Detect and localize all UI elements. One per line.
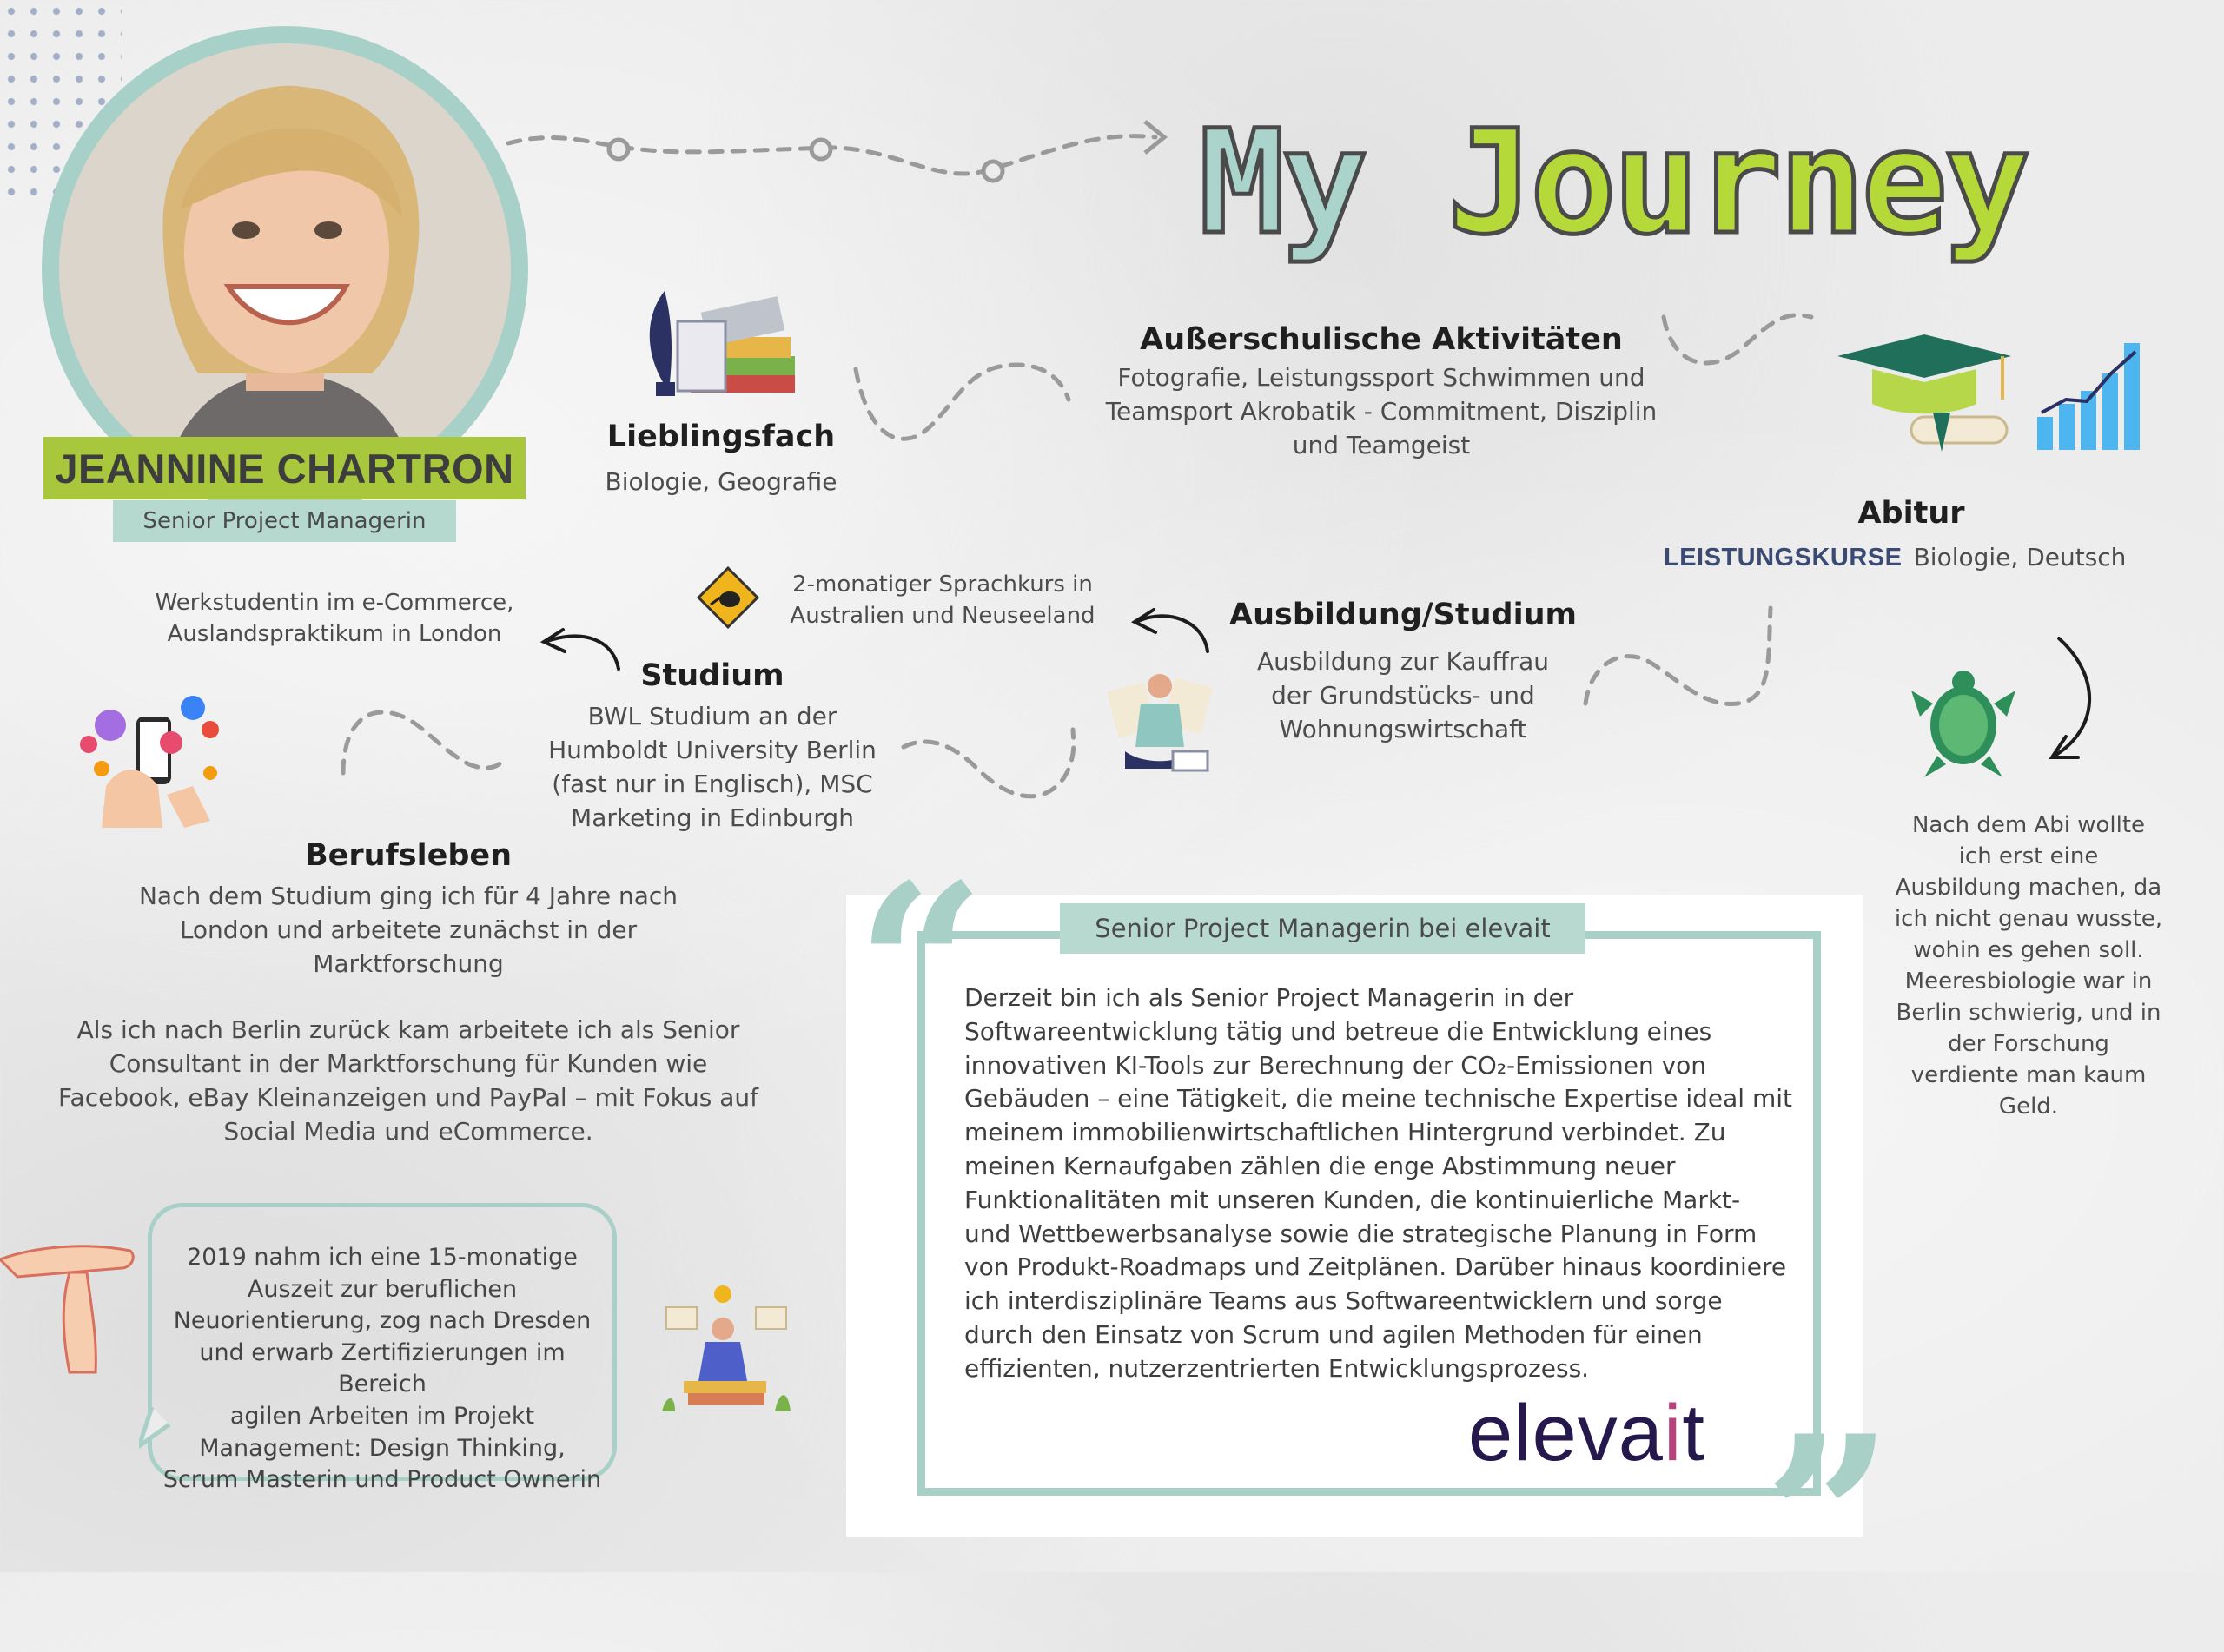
studium-heading: Studium	[640, 658, 784, 693]
studying-person-icon	[1108, 669, 1216, 782]
quote-line: Gebäuden – eine Tätigkeit, die meine technische Expertise ideal mit	[964, 1084, 1793, 1113]
studium-line: (fast nur in Englisch), MSC	[552, 770, 873, 798]
books-icon	[639, 287, 804, 417]
abitur-leistungskurse	[1664, 540, 2127, 574]
arrow-ausbildung-left-head	[1135, 610, 1155, 632]
arrow-abitur-down	[2055, 638, 2089, 756]
social-media-phone-icon	[63, 691, 245, 829]
auszeit-text	[152, 1242, 612, 1497]
quote-line: effizienten, nutzerzentrierten Entwicklungsprozess.	[964, 1353, 1590, 1383]
abi-note-line: der Forschung	[1948, 1031, 2109, 1057]
studium-text	[534, 699, 890, 835]
sprachkurs-line: Australien und Neuseeland	[790, 603, 1095, 629]
auszeit-line: und erwarb Zertifizierungen im Bereich	[199, 1338, 566, 1398]
auszeit-line: 2019 nahm ich eine 15-monatige	[187, 1244, 578, 1271]
abi-note-line: Geld.	[1998, 1094, 2059, 1120]
ausbildung-text	[1216, 644, 1590, 746]
logo-text-main: eleva	[1468, 1389, 1664, 1477]
berufsleben-para1	[61, 879, 756, 981]
berufsleben-heading: Berufsleben	[304, 838, 513, 873]
werkstudentin-line: Werkstudentin im e-Commerce,	[155, 590, 514, 616]
close-quote-mark: ”	[1764, 1387, 1894, 1652]
path-berufsleben	[343, 712, 504, 773]
portrait-illustration	[59, 43, 511, 495]
abi-note-line: verdiente man kaum	[1910, 1062, 2147, 1088]
profile-name: JEANNINE CHARTRON	[43, 437, 526, 499]
sprachkurs-line: 2-monatiger Sprachkurs in	[792, 572, 1093, 598]
quote-line: ich interdisziplinäre Teams aus Softwareentwicklern und sorge	[964, 1286, 1723, 1316]
path-node-3	[983, 162, 1003, 181]
auszeit-line: Management: Design Thinking,	[199, 1434, 566, 1462]
berufsleben-line: London und arbeitete zunächst in der	[179, 915, 638, 944]
timeout-hands-icon	[0, 1225, 139, 1381]
path-lieblingsfach	[856, 365, 1069, 439]
studium-line: Humboldt University Berlin	[548, 736, 877, 764]
logo-text-i: i	[1663, 1389, 1683, 1477]
ausserschulisch-heading: Außerschulische Aktivitäten	[1140, 322, 1623, 357]
ausserschulisch-line: und Teamgeist	[1292, 431, 1471, 459]
quote-line: Funktionalitäten mit unseren Kunden, die kontinuierliche Markt-	[964, 1185, 1741, 1214]
ausserschulisch-text	[1056, 360, 1707, 462]
quote-line: Derzeit bin ich als Senior Project Managerin in der	[964, 983, 1574, 1012]
quote-text	[964, 981, 1798, 1386]
abi-note-text	[1872, 809, 2185, 1122]
ausbildung-line: Wohnungswirtschaft	[1279, 715, 1527, 743]
open-quote-mark: “	[856, 836, 986, 1100]
quote-line: meinem immobilienwirtschaftlichen Hintergrund verbindet. Zu	[964, 1118, 1726, 1147]
quote-line: und Wettbewerbsanalyse sowie die strategische Planung in Form	[964, 1219, 1757, 1248]
title-word-my: My	[1199, 99, 1365, 266]
abi-note-line: Meeresbiologie war in	[1904, 968, 2153, 995]
sea-turtle-icon	[1911, 669, 2016, 782]
learning-person-icon	[653, 1281, 797, 1424]
ausserschulisch-line: Teamsport Akrobatik - Commitment, Disziplin	[1105, 397, 1658, 426]
leistungskurse-label: LEISTUNGSKURSE	[1664, 544, 1903, 572]
auszeit-line: Neuorientierung, zog nach Dresden	[173, 1307, 592, 1335]
ausbildung-heading: Ausbildung/Studium	[1229, 598, 1577, 632]
growth-chart-icon	[2033, 339, 2150, 456]
auszeit-line: Scrum Masterin und Product Ownerin	[162, 1466, 602, 1494]
quote-line: meinen Kernaufgaben zählen die enge Abstimmung neuer	[964, 1151, 1676, 1180]
path-ausbildung	[1585, 608, 1771, 704]
kiwi-sign-icon	[697, 566, 759, 629]
title-word-journey: Journey	[1447, 99, 2028, 266]
berufsleben-line: Nach dem Studium ging ich für 4 Jahre nach	[138, 882, 678, 910]
logo-text-end: t	[1682, 1389, 1705, 1477]
leistungskurse-text: Biologie, Deutsch	[1913, 543, 2127, 572]
studium-line: Marketing in Edinburgh	[571, 803, 854, 832]
abi-note-line: ich erst eine	[1958, 843, 2099, 869]
quote-label: Senior Project Managerin bei elevait	[1060, 903, 1585, 954]
lieblingsfach-text: Biologie, Geografie	[605, 467, 837, 496]
path-abitur-top	[1664, 315, 1811, 363]
graduation-cap-icon	[1829, 330, 2016, 460]
abi-note-line: ich nicht genau wusste,	[1894, 906, 2163, 932]
berufsleben-line: Marktforschung	[313, 949, 504, 978]
studium-line: BWL Studium an der	[587, 702, 837, 730]
quote-line: von Produkt-Roadmaps und Zeitplänen. Darüber hinaus koordiniere	[964, 1252, 1787, 1282]
title-arrow-path	[508, 136, 1155, 174]
ausserschulisch-line: Fotografie, Leistungssport Schwimmen und	[1117, 363, 1645, 392]
berufsleben-line: Social Media und eCommerce.	[223, 1117, 593, 1146]
berufsleben-line: Consultant in der Marktforschung für Kunden wie	[109, 1049, 708, 1078]
sprachkurs-text	[764, 569, 1121, 631]
path-node-1	[609, 140, 628, 159]
werkstudentin-line: Auslandspraktikum in London	[167, 621, 502, 647]
arrow-ausbildung-left	[1138, 616, 1208, 651]
berufsleben-line: Facebook, eBay Kleinanzeigen und PayPal – mit Fokus auf	[58, 1083, 758, 1112]
quote-line: innovativen KI-Tools zur Berechnung der CO₂-Emissionen von	[964, 1050, 1707, 1080]
lieblingsfach-heading: Lieblingsfach	[606, 420, 836, 454]
path-node-2	[811, 140, 831, 159]
abi-note-line: Berlin schwierig, und in	[1896, 1000, 2161, 1026]
auszeit-line: Auszeit zur beruflichen	[247, 1275, 518, 1303]
auszeit-line: agilen Arbeiten im Projekt	[229, 1402, 535, 1430]
berufsleben-para2	[52, 1013, 764, 1148]
profile-role: Senior Project Managerin	[113, 500, 456, 542]
profile-photo	[59, 43, 511, 495]
path-studium	[904, 730, 1074, 796]
ausbildung-line: Ausbildung zur Kauffrau	[1256, 647, 1550, 676]
abi-note-line: Nach dem Abi wollte	[1911, 812, 2146, 838]
berufsleben-line: Als ich nach Berlin zurück kam arbeitete ich als Senior	[76, 1015, 740, 1044]
quote-line: Softwareentwicklung tätig und betreue die Entwicklung eines	[964, 1016, 1712, 1046]
quote-line: durch den Einsatz von Scrum und agilen Methoden für einen	[964, 1319, 1703, 1349]
elevait-logo	[1468, 1390, 1705, 1477]
abi-note-line: wohin es gehen soll.	[1913, 937, 2144, 963]
ausbildung-line: der Grundstücks- und	[1271, 681, 1535, 710]
werkstudentin-text	[139, 587, 530, 650]
page-title	[1199, 99, 2085, 266]
abi-note-line: Ausbildung machen, da	[1895, 875, 2162, 901]
abitur-heading: Abitur	[1857, 496, 1965, 531]
